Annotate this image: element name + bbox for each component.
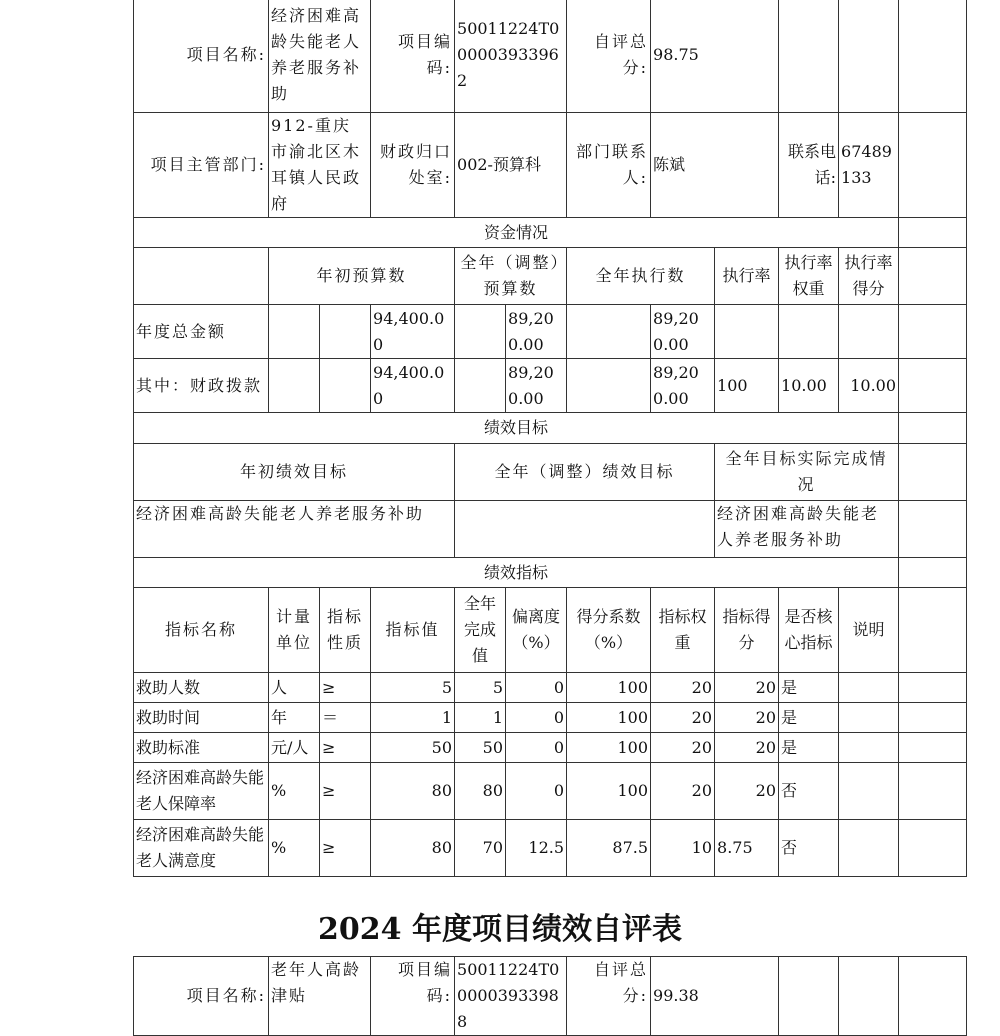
project-name-label: 项目名称:: [134, 0, 269, 113]
goal-initial-label: 年初绩效目标: [134, 444, 455, 501]
empty-cell: [899, 248, 967, 305]
ind-unit: 元/人: [269, 733, 320, 763]
empty-cell: [779, 0, 839, 113]
total-amount-row: [134, 305, 967, 359]
col-exec-score: 执行率得分: [839, 248, 899, 305]
indicator-row: [134, 763, 967, 820]
fiscal-weight: 10.00: [779, 359, 839, 413]
ind-weight: 20: [651, 763, 715, 820]
self-score-label: 自评总分:: [567, 0, 651, 113]
dept-label: 项目主管部门:: [134, 113, 269, 218]
goals-header-row: [134, 413, 967, 444]
fiscal-adjusted: 89,200.00: [506, 359, 567, 413]
funds-columns-row: [134, 248, 967, 305]
ind-core: 是: [779, 733, 839, 763]
total-adjusted: 89,200.00: [506, 305, 567, 359]
dept-info-row: [134, 113, 967, 218]
goals-header: 绩效目标: [134, 413, 899, 444]
ind-weight: 20: [651, 703, 715, 733]
ind-col-score: 指标得分: [715, 588, 779, 673]
indicator-row: [134, 703, 967, 733]
dept-name: 912-重庆市渝北区木耳镇人民政府: [269, 113, 371, 218]
ind-actual: 80: [455, 763, 506, 820]
goal-actual-label: 全年目标实际完成情况: [715, 444, 899, 501]
ind-deviation: 0: [506, 703, 567, 733]
ind-col-nature: 指标性质: [320, 588, 371, 673]
empty-cell: [839, 305, 899, 359]
ind-note: [839, 673, 899, 703]
col-exec-rate: 执行率: [715, 248, 779, 305]
fiscal-rate: 100: [715, 359, 779, 413]
ind-col-deviation: 偏离度（%）: [506, 588, 567, 673]
ind-col-actual: 全年完成值: [455, 588, 506, 673]
indicators-header: 绩效指标: [134, 558, 899, 588]
empty-cell: [899, 558, 967, 588]
ind-coef: 100: [567, 703, 651, 733]
total-initial: 94,400.00: [371, 305, 455, 359]
ind-nature: ≥: [320, 733, 371, 763]
self-score: 99.38: [651, 957, 779, 1036]
fiscal-executed: 89,200.00: [651, 359, 715, 413]
ind-deviation: 0: [506, 733, 567, 763]
empty-cell: [899, 113, 967, 218]
ind-actual: 1: [455, 703, 506, 733]
ind-nature: ≥: [320, 673, 371, 703]
goal-actual: 经济困难高龄失能老人养老服务补助: [715, 501, 899, 558]
empty-cell: [899, 413, 967, 444]
empty-cell: [134, 248, 269, 305]
self-score: 98.75: [651, 0, 779, 113]
ind-target: 1: [371, 703, 455, 733]
ind-actual: 5: [455, 673, 506, 703]
empty-cell: [899, 305, 967, 359]
ind-nature: ＝: [320, 703, 371, 733]
performance-table-2: [133, 956, 967, 1036]
col-adjusted-budget: 全年（调整）预算数: [455, 248, 567, 305]
ind-target: 50: [371, 733, 455, 763]
ind-col-target: 指标值: [371, 588, 455, 673]
ind-note: [839, 703, 899, 733]
ind-core: 否: [779, 763, 839, 820]
ind-core: 否: [779, 820, 839, 877]
project-code-label: 项目编码:: [371, 0, 455, 113]
ind-coef: 100: [567, 763, 651, 820]
contact-person: 陈斌: [651, 113, 779, 218]
project-code: 50011224T000003933988: [455, 957, 567, 1036]
col-initial-budget: 年初预算数: [269, 248, 455, 305]
contact-label: 部门联系人:: [567, 113, 651, 218]
ind-name: 经济困难高龄失能老人保障率: [134, 763, 269, 820]
indicators-header-row: [134, 558, 967, 588]
indicator-row: [134, 820, 967, 877]
ind-score: 20: [715, 733, 779, 763]
project-name-label: 项目名称:: [134, 957, 269, 1036]
project-info-row: [134, 957, 967, 1036]
report-title: 2024 年度项目绩效自评表: [318, 912, 682, 947]
ind-score: 20: [715, 763, 779, 820]
empty-cell: [899, 763, 967, 820]
phone-label: 联系电话:: [779, 113, 839, 218]
ind-deviation: 0: [506, 763, 567, 820]
ind-actual: 50: [455, 733, 506, 763]
ind-weight: 20: [651, 673, 715, 703]
self-score-label: 自评总分:: [567, 957, 651, 1036]
ind-score: 20: [715, 703, 779, 733]
ind-deviation: 12.5: [506, 820, 567, 877]
empty-cell: [269, 359, 320, 413]
empty-cell: [455, 305, 506, 359]
ind-target: 5: [371, 673, 455, 703]
ind-coef: 87.5: [567, 820, 651, 877]
goals-content-row: [134, 501, 967, 558]
fiscal-score: 10.00: [839, 359, 899, 413]
empty-cell: [839, 957, 899, 1036]
finance-label: 财政归口处室:: [371, 113, 455, 218]
ind-name: 救助时间: [134, 703, 269, 733]
fiscal-row: [134, 359, 967, 413]
empty-cell: [899, 673, 967, 703]
ind-score: 20: [715, 673, 779, 703]
row-fiscal-label: 其中：财政拨款: [134, 359, 269, 413]
ind-col-weight: 指标权重: [651, 588, 715, 673]
phone-number: 67489133: [839, 113, 899, 218]
ind-note: [839, 820, 899, 877]
empty-cell: [320, 359, 371, 413]
empty-cell: [899, 444, 967, 501]
empty-cell: [899, 218, 967, 248]
empty-cell: [779, 305, 839, 359]
indicator-columns-row: [134, 588, 967, 673]
empty-cell: [269, 305, 320, 359]
ind-actual: 70: [455, 820, 506, 877]
funds-header-row: [134, 218, 967, 248]
ind-score: 8.75: [715, 820, 779, 877]
project-info-row: [134, 0, 967, 113]
empty-cell: [899, 957, 967, 1036]
ind-col-note: 说明: [839, 588, 899, 673]
empty-cell: [899, 501, 967, 558]
ind-deviation: 0: [506, 673, 567, 703]
empty-cell: [899, 0, 967, 113]
project-code: 50011224T000003933962: [455, 0, 567, 113]
goal-adjusted-label: 全年（调整）绩效目标: [455, 444, 715, 501]
empty-cell: [567, 305, 651, 359]
finance-office: 002-预算科: [455, 113, 567, 218]
ind-note: [839, 733, 899, 763]
project-code-label: 项目编码:: [371, 957, 455, 1036]
fiscal-initial: 94,400.00: [371, 359, 455, 413]
goal-adjusted: [455, 501, 715, 558]
ind-note: [839, 763, 899, 820]
ind-name: 救助人数: [134, 673, 269, 703]
ind-nature: ≥: [320, 820, 371, 877]
empty-cell: [567, 359, 651, 413]
ind-col-coef: 得分系数（%）: [567, 588, 651, 673]
empty-cell: [779, 957, 839, 1036]
goals-columns-row: [134, 444, 967, 501]
col-exec-weight: 执行率权重: [779, 248, 839, 305]
col-executed: 全年执行数: [567, 248, 715, 305]
empty-cell: [899, 588, 967, 673]
empty-cell: [899, 733, 967, 763]
ind-target: 80: [371, 763, 455, 820]
ind-unit: %: [269, 820, 320, 877]
empty-cell: [899, 703, 967, 733]
indicator-row: [134, 733, 967, 763]
performance-table-1: [133, 0, 967, 877]
ind-coef: 100: [567, 733, 651, 763]
ind-nature: ≥: [320, 763, 371, 820]
empty-cell: [839, 0, 899, 113]
ind-target: 80: [371, 820, 455, 877]
project-name: 经济困难高龄失能老人养老服务补助: [269, 0, 371, 113]
ind-weight: 10: [651, 820, 715, 877]
ind-name: 经济困难高龄失能老人满意度: [134, 820, 269, 877]
ind-unit: 人: [269, 673, 320, 703]
project-name: 老年人高龄津贴: [269, 957, 371, 1036]
empty-cell: [455, 359, 506, 413]
ind-unit: %: [269, 763, 320, 820]
ind-weight: 20: [651, 733, 715, 763]
indicator-row: [134, 673, 967, 703]
ind-core: 是: [779, 703, 839, 733]
total-executed: 89,200.00: [651, 305, 715, 359]
ind-name: 救助标准: [134, 733, 269, 763]
ind-col-name: 指标名称: [134, 588, 269, 673]
ind-coef: 100: [567, 673, 651, 703]
ind-col-core: 是否核心指标: [779, 588, 839, 673]
empty-cell: [899, 359, 967, 413]
empty-cell: [899, 820, 967, 877]
empty-cell: [715, 305, 779, 359]
ind-col-unit: 计量单位: [269, 588, 320, 673]
row-total-label: 年度总金额: [134, 305, 269, 359]
funds-header: 资金情况: [134, 218, 899, 248]
ind-unit: 年: [269, 703, 320, 733]
empty-cell: [320, 305, 371, 359]
ind-core: 是: [779, 673, 839, 703]
goal-initial: 经济困难高龄失能老人养老服务补助: [134, 501, 455, 558]
